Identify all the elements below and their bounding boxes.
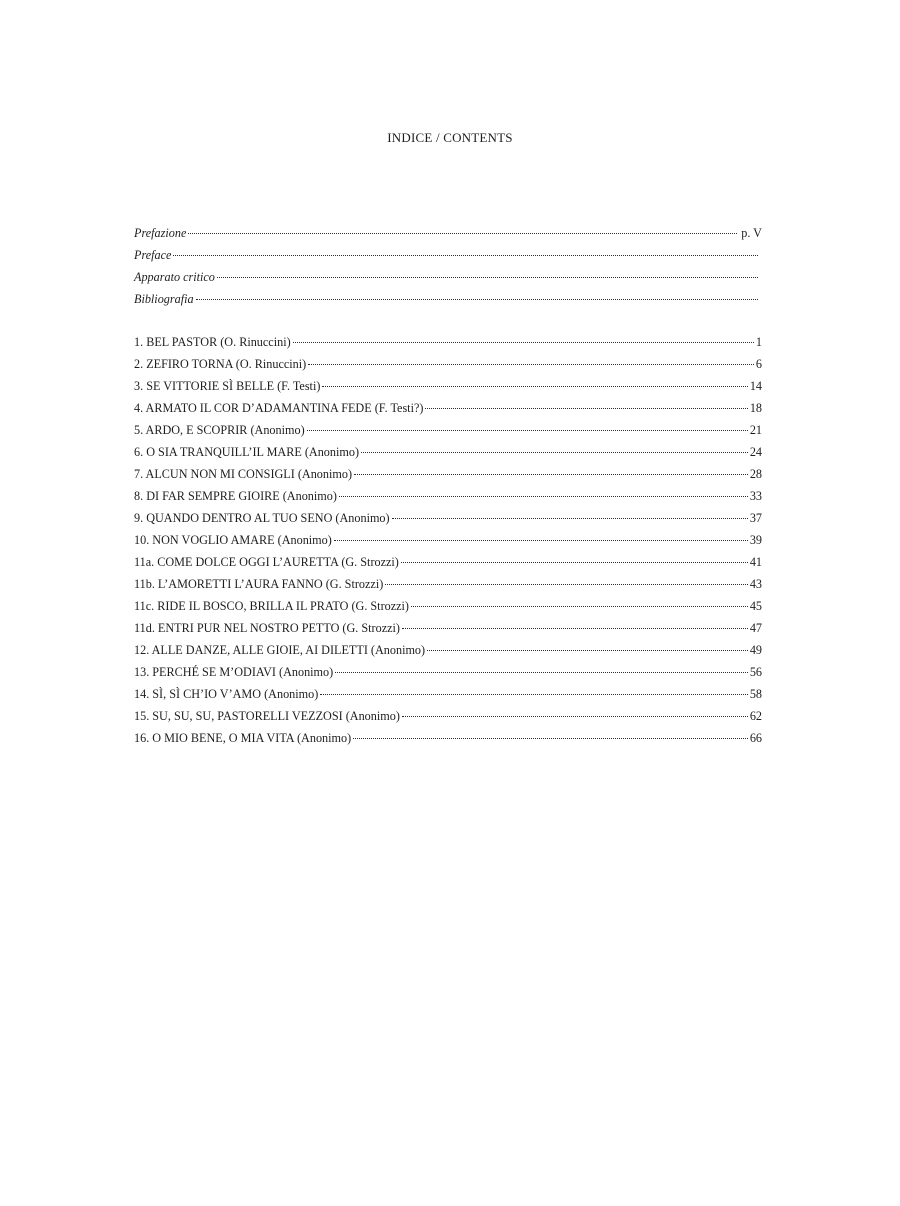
toc-entry[interactable] <box>134 529 762 551</box>
dot-leader <box>320 693 748 695</box>
toc-entry-page: 14 <box>749 379 762 393</box>
toc-entry-title: 8. DI FAR SEMPRE GIOIRE (Anonimo) <box>134 489 337 503</box>
toc-entry-page: 66 <box>749 731 762 745</box>
toc-entry[interactable] <box>134 727 762 749</box>
dot-leader <box>196 298 758 300</box>
toc-entry-preface[interactable] <box>134 244 762 266</box>
toc-entry-title: 11c. RIDE IL BOSCO, BRILLA IL PRATO (G. Strozzi) <box>134 599 409 613</box>
dot-leader <box>402 627 748 629</box>
toc-entry[interactable] <box>134 639 762 661</box>
toc-entry-title: 9. QUANDO DENTRO AL TUO SENO (Anonimo) <box>134 511 390 525</box>
toc-entry-page: 21 <box>749 423 762 437</box>
dot-leader <box>188 232 737 234</box>
toc-entry-page: 41 <box>749 555 762 569</box>
toc-entry-title: 10. NON VOGLIO AMARE (Anonimo) <box>134 533 332 547</box>
toc-entry[interactable] <box>134 617 762 639</box>
toc-entry-page: 39 <box>749 533 762 547</box>
toc-entry-title: Bibliografia <box>134 292 194 306</box>
dot-leader <box>392 517 748 519</box>
toc-entry-title: Prefazione <box>134 226 187 240</box>
dot-leader <box>173 254 758 256</box>
toc-entry-page: 1 <box>755 335 762 349</box>
toc-entry-page: 28 <box>749 467 762 481</box>
dot-leader <box>411 605 748 607</box>
toc-entry-title: 2. ZEFIRO TORNA (O. Rinuccini) <box>134 357 307 371</box>
toc-entry-title: 5. ARDO, E SCOPRIR (Anonimo) <box>134 423 305 437</box>
dot-leader <box>385 583 748 585</box>
toc-entry-title: Apparato critico <box>134 270 215 284</box>
toc-entry-page: 47 <box>749 621 762 635</box>
page-title: INDICE / CONTENTS <box>387 130 513 145</box>
toc-entry-title: 3. SE VITTORIE SÌ BELLE (F. Testi) <box>134 379 321 393</box>
toc-entry-title: 13. PERCHÉ SE M’ODIAVI (Anonimo) <box>134 665 334 679</box>
toc-entry[interactable] <box>134 595 762 617</box>
toc-entry-title: 1. BEL PASTOR (O. Rinuccini) <box>134 335 291 349</box>
toc-entry-title: 15. SU, SU, SU, PASTORELLI VEZZOSI (Anonimo) <box>134 709 400 723</box>
toc-entry-prefazione[interactable] <box>134 222 762 244</box>
dot-leader <box>354 473 748 475</box>
toc-entry-title: 12. ALLE DANZE, ALLE GIOIE, AI DILETTI (Anonimo) <box>134 643 426 657</box>
toc-entry[interactable] <box>134 705 762 727</box>
toc-entry-page: 33 <box>749 489 762 503</box>
dot-leader <box>217 276 758 278</box>
toc-entry[interactable] <box>134 419 762 441</box>
toc-entry-title: 11b. L’AMORETTI L’AURA FANNO (G. Strozzi) <box>134 577 384 591</box>
toc-entry[interactable] <box>134 485 762 507</box>
toc-entry[interactable] <box>134 661 762 683</box>
toc-entry-apparato-critico[interactable] <box>134 266 762 288</box>
toc-entry[interactable] <box>134 353 762 375</box>
dot-leader <box>293 341 754 343</box>
toc-entry[interactable] <box>134 573 762 595</box>
dot-leader <box>353 737 748 739</box>
toc-entry[interactable] <box>134 463 762 485</box>
dot-leader <box>322 385 747 387</box>
toc-entry-page: 24 <box>749 445 762 459</box>
dot-leader <box>335 671 748 673</box>
toc-entry-page: 56 <box>749 665 762 679</box>
toc-entry-page: 43 <box>749 577 762 591</box>
toc-entry-page: 62 <box>749 709 762 723</box>
dot-leader <box>334 539 748 541</box>
toc-entry-page: 6 <box>755 357 762 371</box>
toc-entry-page: 45 <box>749 599 762 613</box>
toc-entry-title: 16. O MIO BENE, O MIA VITA (Anonimo) <box>134 731 352 745</box>
dot-leader <box>401 561 748 563</box>
dot-leader <box>425 407 747 409</box>
dot-leader <box>308 363 754 365</box>
toc-entry-title: 14. SÌ, SÌ CH’IO V’AMO (Anonimo) <box>134 687 319 701</box>
pieces-list <box>134 331 762 749</box>
toc-entry[interactable] <box>134 397 762 419</box>
toc-entry[interactable] <box>134 375 762 397</box>
toc-entry-page: 58 <box>749 687 762 701</box>
toc-entry-title: 11d. ENTRI PUR NEL NOSTRO PETTO (G. Strozzi) <box>134 621 400 635</box>
toc-entry-page: 49 <box>749 643 762 657</box>
toc-entry-title: 4. ARMATO IL COR D’ADAMANTINA FEDE (F. Testi?) <box>134 401 424 415</box>
dot-leader <box>339 495 748 497</box>
toc-entry[interactable] <box>134 441 762 463</box>
toc-entry[interactable] <box>134 551 762 573</box>
toc-entry-page: 37 <box>749 511 762 525</box>
toc-entry[interactable] <box>134 507 762 529</box>
toc-entry[interactable] <box>134 331 762 353</box>
toc-entry-title: 11a. COME DOLCE OGGI L’AURETTA (G. Strozzi) <box>134 555 399 569</box>
toc-entry-title: Preface <box>134 248 172 262</box>
dot-leader <box>361 451 748 453</box>
dot-leader <box>427 649 748 651</box>
toc-entry[interactable] <box>134 683 762 705</box>
toc-entry-page: p. V <box>741 226 762 240</box>
toc-entry-bibliografia[interactable] <box>134 288 762 310</box>
dot-leader <box>402 715 748 717</box>
front-matter-list <box>134 222 762 310</box>
toc-entry-title: 7. ALCUN NON MI CONSIGLI (Anonimo) <box>134 467 353 481</box>
dot-leader <box>307 429 748 431</box>
toc-entry-page: 18 <box>749 401 762 415</box>
toc-entry-title: 6. O SIA TRANQUILL’IL MARE (Anonimo) <box>134 445 360 459</box>
